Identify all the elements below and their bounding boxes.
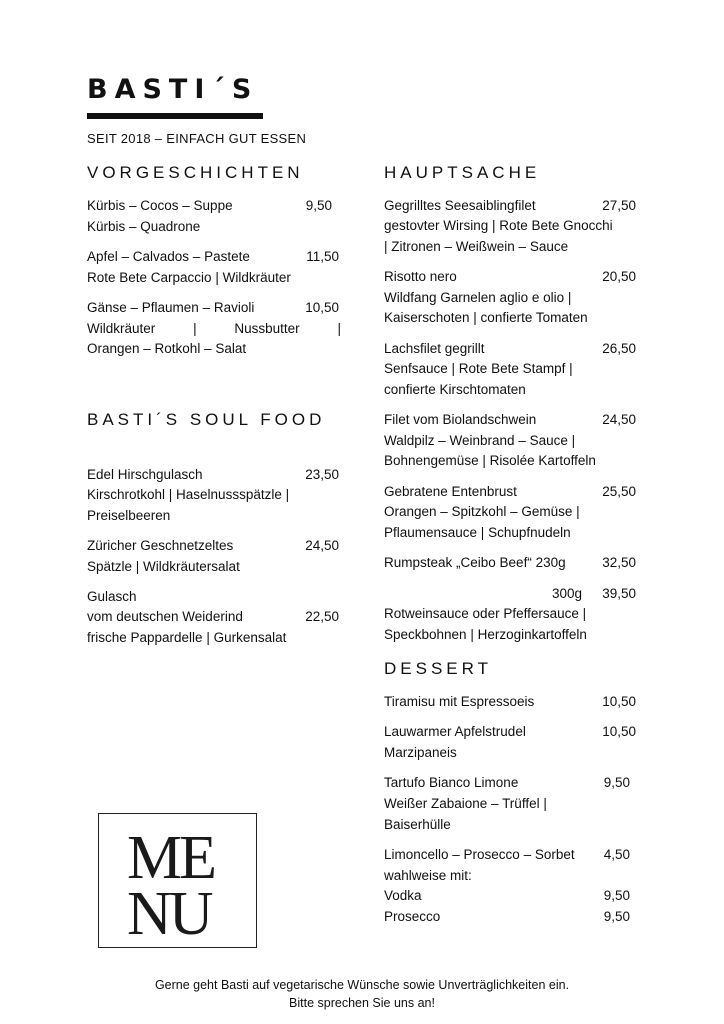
menu-item-name: Tartufo Bianco Limone <box>384 775 519 790</box>
desc-separator: | <box>193 321 197 336</box>
menu-item-description: Weißer Zabaione – Trüffel | <box>384 796 547 811</box>
menu-item-description: Rotweinsauce oder Pfeffersauce | <box>384 606 587 621</box>
menu-item-name: Apfel – Calvados – Pastete <box>87 249 250 264</box>
menu-item-description-justified <box>87 319 341 339</box>
desc-separator: | <box>337 321 341 336</box>
menu-item-name: Risotto nero <box>384 269 457 284</box>
menu-item-description: Rote Bete Carpaccio | Wildkräuter <box>87 270 291 285</box>
menu-item-price: 24,50 <box>602 412 636 427</box>
menu-item-price: 11,50 <box>306 249 339 264</box>
menu-item-name: Züricher Geschnetzeltes <box>87 538 234 553</box>
section-title-vorgeschichten: VORGESCHICHTEN <box>87 163 304 182</box>
section-title-soul-food: BASTI´S SOUL FOOD <box>87 410 326 429</box>
menu-item-description: Spätzle | Wildkräutersalat <box>87 559 240 574</box>
menu-item-price: 9,50 <box>305 198 332 213</box>
menu-item-price: 10,50 <box>602 694 636 709</box>
menu-item-price: 23,50 <box>305 467 339 482</box>
desc-word: Wildkräuter <box>87 321 156 336</box>
footer-note: Gerne geht Basti auf vegetarische Wünsche sowie Unverträglichkeiten ein. <box>154 978 570 992</box>
menu-item-description: wahlweise mit: <box>384 868 472 883</box>
menu-item-description: Speckbohnen | Herzoginkartoffeln <box>384 627 587 642</box>
menu-item-description: Marzipaneis <box>384 745 457 760</box>
menu-item-price: 4,50 <box>603 847 630 862</box>
logo-underline <box>87 113 263 119</box>
menu-item-price: 24,50 <box>305 538 339 553</box>
menu-item-name: Filet vom Biolandschwein <box>384 412 537 427</box>
menu-item-option: Prosecco <box>384 909 441 924</box>
menu-item-name: Rumpsteak „Ceibo Beef“ 230g <box>384 555 566 570</box>
menu-item-name: Lachsfilet gegrillt <box>384 341 485 356</box>
menu-item-description: Kirschrotkohl | Haselnussspätzle | <box>87 487 290 502</box>
menu-item-description: gestovter Wirsing | Rote Bete Gnocchi <box>384 218 613 233</box>
menu-logo-text-top: ME <box>127 824 214 892</box>
section-title-dessert: DESSERT <box>384 659 492 678</box>
menu-item-description: Preiselbeeren <box>87 508 171 523</box>
menu-item-name: Gegrilltes Seesaiblingfilet <box>384 198 536 213</box>
menu-item-description: Orangen – Rotkohl – Salat <box>87 341 247 356</box>
menu-item-name: Tiramisu mit Espressoeis <box>384 694 535 709</box>
menu-item-description: confierte Kirschtomaten <box>384 382 526 397</box>
menu-item-name: Gänse – Pflaumen – Ravioli <box>87 300 255 315</box>
menu-item-name: Gebratene Entenbrust <box>384 484 517 499</box>
menu-item-price: 9,50 <box>603 909 630 924</box>
menu-item-name: Edel Hirschgulasch <box>87 467 203 482</box>
menu-item-description: Orangen – Spitzkohl – Gemüse | <box>384 504 580 519</box>
menu-item-price: 10,50 <box>602 724 636 739</box>
menu-item-price: 32,50 <box>602 555 636 570</box>
menu-item-price: 39,50 <box>602 586 636 601</box>
menu-item-description: Wildfang Garnelen aglio e olio | <box>384 290 572 305</box>
menu-item-variant: 300g <box>552 586 583 601</box>
menu-item-price: 20,50 <box>602 269 636 284</box>
menu-logo-text-bottom: NU <box>127 880 211 948</box>
menu-item-price: 27,50 <box>602 198 636 213</box>
menu-item-description: | Zitronen – Weißwein – Sauce <box>384 239 569 254</box>
menu-item-description: Senfsauce | Rote Bete Stampf | <box>384 361 573 376</box>
menu-logo-box <box>98 813 257 948</box>
menu-item-name: Lauwarmer Apfelstrudel <box>384 724 526 739</box>
menu-item-description: frische Pappardelle | Gurkensalat <box>87 630 287 645</box>
menu-item-price: 25,50 <box>602 484 636 499</box>
menu-item-description: Kürbis – Quadrone <box>87 219 201 234</box>
menu-item-name: Kürbis – Cocos – Suppe <box>87 198 233 213</box>
menu-item-option: Vodka <box>384 888 422 903</box>
menu-item-description: Waldpilz – Weinbrand – Sauce | <box>384 433 576 448</box>
desc-word: Nussbutter <box>234 321 300 336</box>
footer-note-2: Bitte sprechen Sie uns an! <box>289 996 435 1010</box>
menu-item-price: 9,50 <box>603 888 630 903</box>
menu-item-description: Pflaumensauce | Schupfnudeln <box>384 525 571 540</box>
menu-item-price: 9,50 <box>603 775 630 790</box>
menu-item-name: Gulasch <box>87 589 137 604</box>
restaurant-logo: BASTI´S <box>87 74 259 105</box>
menu-item-name: Limoncello – Prosecco – Sorbet <box>384 847 575 862</box>
menu-item-description: Bohnengemüse | Risolée Kartoffeln <box>384 453 596 468</box>
tagline: SEIT 2018 – EINFACH GUT ESSEN <box>87 131 307 146</box>
menu-item-description: Kaiserschoten | confierte Tomaten <box>384 310 588 325</box>
section-title-hauptsache: HAUPTSACHE <box>384 163 541 182</box>
menu-item-price: 10,50 <box>305 300 339 315</box>
menu-item-price: 26,50 <box>602 341 636 356</box>
menu-item-price: 22,50 <box>305 609 339 624</box>
menu-item-description: vom deutschen Weiderind <box>87 609 243 624</box>
menu-item-description: Baiserhülle <box>384 817 451 832</box>
